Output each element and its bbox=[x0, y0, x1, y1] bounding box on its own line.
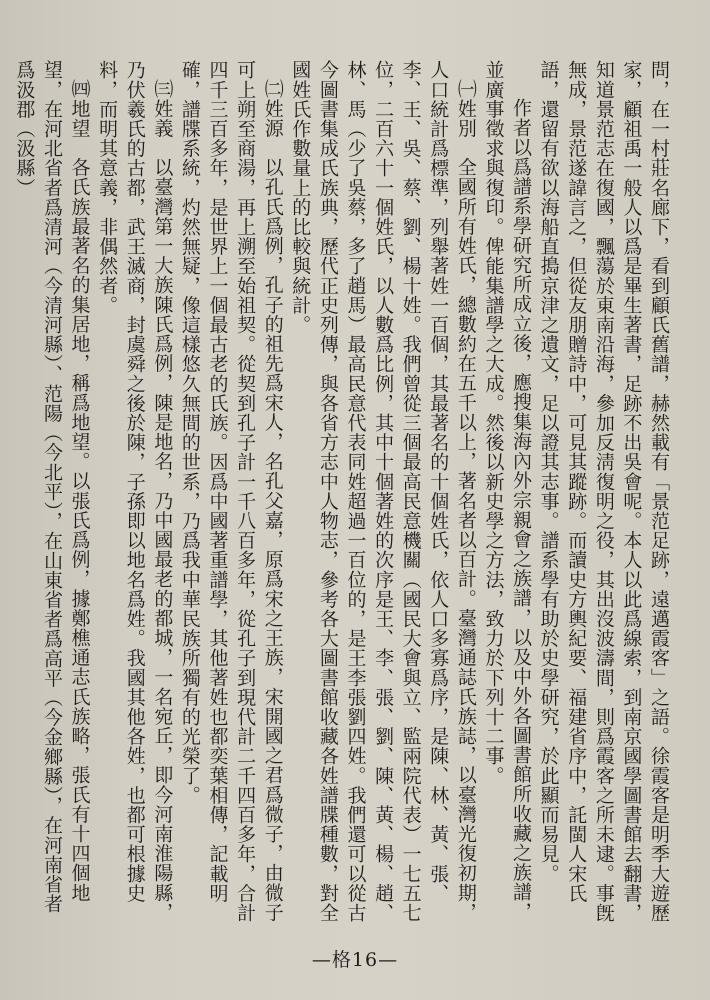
page-number: —格16— bbox=[311, 949, 399, 971]
paragraph-intro: 作者以爲譜系學研究所成立後，應搜集海內外宗親會之族譜，以及中外各圖書館所收藏之族譜，並廣事徵求與復印。俾能集譜學之大成。然後以新史學之方法，致力於下列十二事。 bbox=[482, 60, 533, 922]
paragraph-continuation: 問，在一村莊名廊下，看到顧氏舊譜，赫然載有「景范足跡，遠邁霞客」之語。徐霞客是明季大遊歷家，顧祖禹一般人以爲是畢生著書，足跡不出吳會呢。本人以此爲線索，到南京國學圖書館去翻書，知道景范志在復國，飄蕩於東南沿海，參加反淸復明之役，其出沒波濤間，則爲霞客之所未逮。事旣無成，景范遂諱言之，但從友朋贈詩中，可見其蹤跡。而讀史方輿紀要、福建省序中，託閩人宋氏語，還留有欲以海船直搗京津之遺文，足以證其志事。譜系學有助於史學研究，於此顯而易見。 bbox=[537, 60, 670, 923]
paragraph-surname-meaning: ㈢姓義 以臺灣第一大族陳氏爲例，陳是地名，乃中國最老的都城，一名宛丘，即今河南淮陽縣，乃伏羲氏的古都，武王滅商，封虞舜之後於陳，子孫即以地名爲姓。我國其他各姓，也都可根據史料，而明其意義，非偶然者。 bbox=[96, 60, 174, 922]
paragraph-clan-seat: ㈣地望 各氏族最著名的集居地，稱爲地望。以張氏爲例，據鄭樵通志氏族略，張氏有十四個地望，在河北省者爲清河（今清河縣）、范陽（今北平），在山東省者爲高平（今金鄉縣），在河南省者爲汲郡（汲縣） bbox=[13, 60, 91, 914]
vertical-text-body bbox=[12, 60, 672, 930]
paragraph-surname-distinction: ㈠姓別 全國所有姓氏，總數約在五千以上，著名者以百計。臺灣通誌氏族誌，以臺灣光復初期，人口統計爲標準，列舉著姓一百個，其最著名的十個姓氏，依人口多寡爲序，是陳、林、黃、張、李、王、吳、蔡、劉、楊十姓。我們曾從三個最高民意機關（國民大會與立、監兩院代表）一七五七位，二百六十一個姓氏，以人數爲比例，其中十個著姓的次序是王、李、張、劉、陳、黃、楊、趙、林、馬（少了吳蔡，多了趙馬）最高民意代表同姓超過一百位的，是王李張劉四姓。我們還可以從古今圖書集成氏族典，歷代正史列傳，與各省方志中人物志，參考各大圖書館收藏各姓譜牒種數，對全國姓氏作數量上的比較與統計。 bbox=[289, 60, 477, 923]
paragraph-surname-origin: ㈡姓源 以孔氏爲例，孔子的祖先爲宋人，名孔父嘉，原爲宋之王族，宋開國之君爲微子，由微子可上朔至商湯，再上溯至始祖契。從契到孔子計一千八百多年，從孔子到現代計二千四百多年，合計四千三百多年，是世界上一個最古老的氏族。因爲中國著重譜學，其他著姓也都奕葉相傳，記載明確，譜牒系統，灼然無疑，像這樣悠久無間的世系，乃爲我中華民族所獨有的光榮了。 bbox=[178, 60, 284, 923]
